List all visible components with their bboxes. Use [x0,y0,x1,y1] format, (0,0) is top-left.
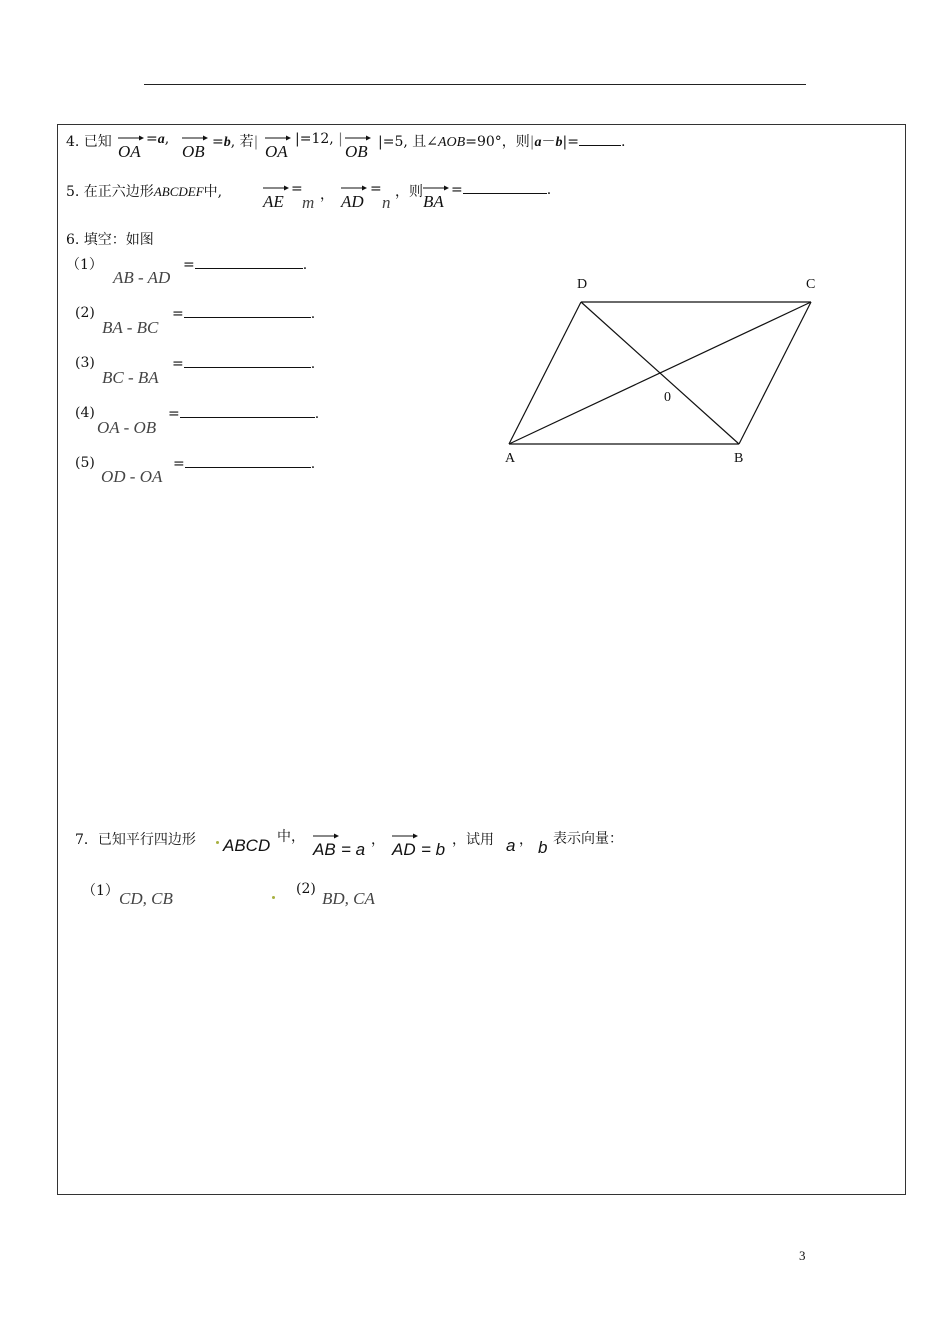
q6-item-5-num: (5) [75,455,95,471]
q6-item-1-num: （1） [66,257,103,273]
q6-item-2-answer: = . [172,306,316,322]
point-label-a: A [505,451,516,466]
q7-abcd: ABCD [223,836,271,855]
q6-item-3-expr: BC - BA [102,368,159,387]
parallelogram-figure [495,270,825,470]
q4-eq-b: =b, 若| [212,134,259,150]
q6-item-4-expr: OA - OB [97,418,157,437]
q4-prefix: 4. 已知 [66,134,112,150]
header-rule [144,84,806,85]
q5-sep: ， [320,187,334,203]
q5-vector-ad: AD [341,192,364,212]
q7-sep1: ， [371,832,385,848]
q5-eq1: = [291,181,303,197]
q6-item-1-expr: AB - AD [113,268,171,287]
q7-sub1-num: （1） [82,883,119,899]
q4-vector-oa-abs: OA [265,142,288,162]
point-label-b: B [734,451,744,466]
q7-sub2-expr: BD, CA [322,889,375,908]
q6-item-4-num: (4) [75,405,95,421]
q6-title: 6. 填空：如图 [66,232,154,248]
q7-a: a [506,836,516,855]
q7-eq-a: = a [341,840,366,859]
q4-tail: |=5, 且∠AOB=90°，则|a－b|= . [378,134,626,150]
q7-sep3: ， [519,832,533,848]
q4-eq-a: =a, [146,131,170,147]
side-cb [739,302,811,444]
q7-b: b [538,838,548,857]
q5-answer: = . [451,182,552,198]
q6-item-5-expr: OD - OA [101,467,163,486]
point-label-d: D [577,277,588,292]
q6-item-2-num: (2) [75,305,95,321]
q5-m: m [302,193,315,212]
marker-dot [216,841,219,844]
q7-sub2-num: (2) [296,881,316,897]
q5-vector-ba: BA [423,192,444,212]
q7-tail: 表示向量： [553,831,623,847]
side-ad [509,302,581,444]
q7-mid: 中， [277,829,305,845]
q6-item-1-answer: = . [183,257,308,273]
q5-eq2: = [370,181,382,197]
q5-then: ，则 [395,184,423,200]
q6-item-5-answer: = . [173,456,316,472]
q7-sub1-expr: CD, CB [119,889,173,908]
marker-dot-2 [272,896,275,899]
diagonal-db [581,302,739,444]
q4-vector-ob-abs: OB [345,142,368,162]
q5-vector-ae: AE [263,192,284,212]
q7-vector-ab: AB [313,840,336,860]
point-label-o: 0 [664,390,671,405]
q5-n: n [382,193,391,212]
q6-item-4-answer: = . [168,406,320,422]
q5-prefix: 5. 在正六边形ABCDEF中, [66,184,223,200]
q4-vector-ob: OB [182,142,205,162]
q4-vector-oa: OA [118,142,141,162]
q7-prefix: 7．已知平行四边形 [75,832,196,848]
q7-sep2: ，试用 [452,832,494,848]
q6-item-2-expr: BA - BC [102,318,159,337]
q7-vector-ad: AD [392,840,416,860]
point-label-c: C [806,277,816,292]
q4-mag12: |=12, | [295,131,343,147]
q6-item-3-num: (3) [75,355,95,371]
q7-eq-b: = b [421,840,446,859]
page-number: 3 [799,1248,806,1263]
q6-item-3-answer: = . [172,356,316,372]
